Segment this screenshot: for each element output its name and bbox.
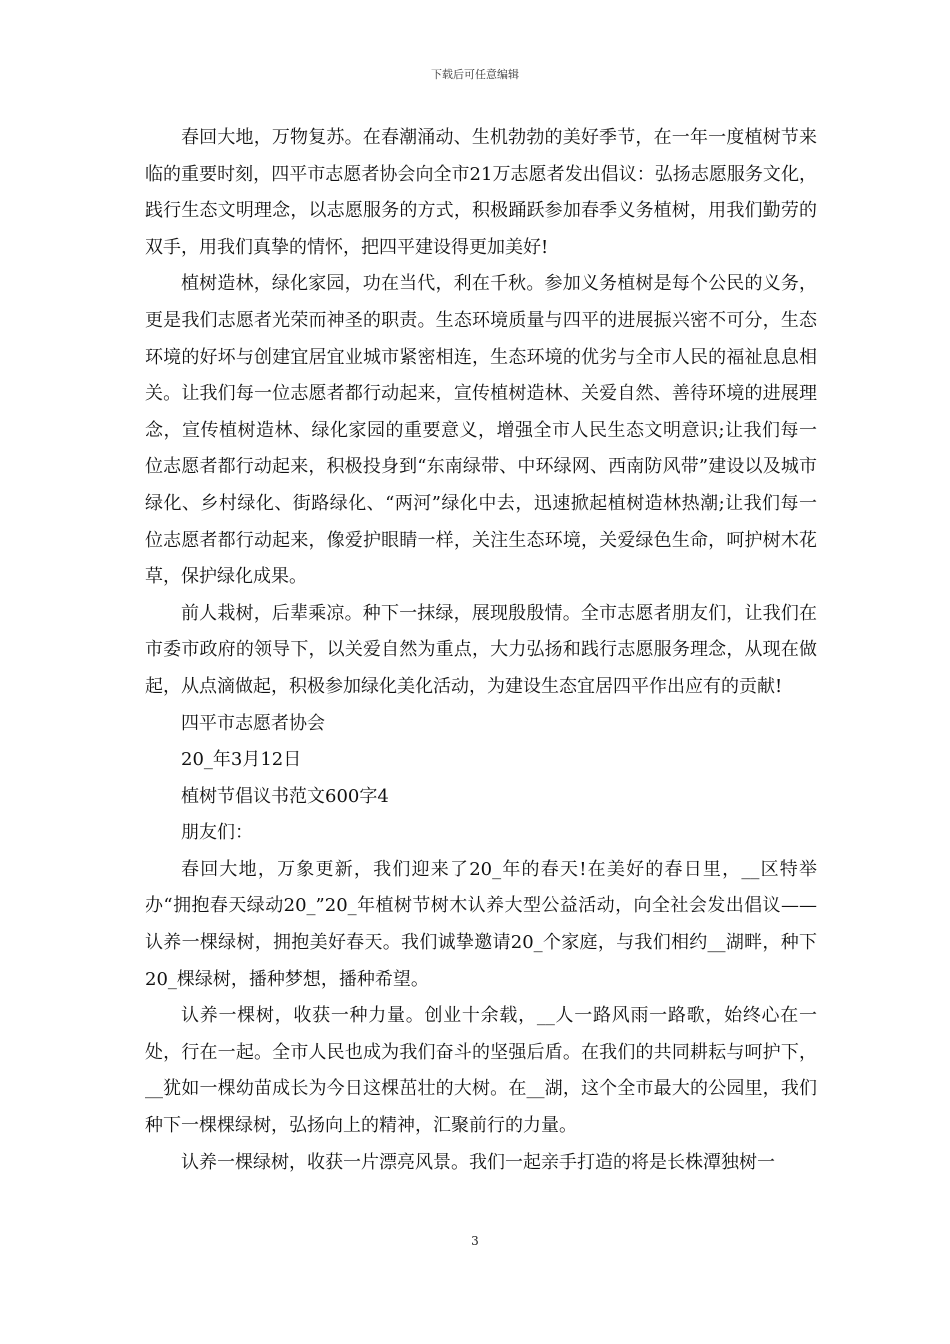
- paragraph-adopt-tree: 认养一棵树，收获一种力量。创业十余载，__人一路风雨一路歌，始终心在一处，行在一起。全市人民也成为我们奋斗的坚强后盾。在我们的共同耕耘与呵护下，__犹如一棵幼苗成长为今日这棵茁壮的大树。在__湖，这个全市最大的公园里，我们种下一棵棵绿树，弘扬向上的精神，汇聚前行的力量。: [145, 1005, 817, 1137]
- section-title: 植树节倡议书范文600字4: [181, 785, 389, 807]
- signature-date: 20_年3月12日: [181, 749, 302, 771]
- signature-organization: 四平市志愿者协会: [181, 712, 325, 734]
- page-number: 3: [471, 1234, 479, 1248]
- paragraph-spring-event: 春回大地，万象更新，我们迎来了20_年的春天!在美好的春日里，__区特举办“拥抱春天绿动20_”20_年植树节树木认养大型公益活动，向全社会发出倡议——认养一棵绿树，拥抱美好春天。我们诚挚邀请20_个家庭，与我们相约__湖畔，种下20_棵绿树，播种梦想，播种希望。: [145, 858, 817, 990]
- salutation: 朋友们：: [181, 822, 253, 844]
- paragraph-scenery: 认养一棵绿树，收获一片漂亮风景。我们一起亲手打造的将是长株潭独树一: [181, 1151, 775, 1173]
- paragraph-spring-intro: 春回大地，万物复苏。在春潮涌动、生机勃勃的美好季节，在一年一度植树节来临的重要时刻，四平市志愿者协会向全市21万志愿者发出倡议：弘扬志愿服务文化，践行生态文明理念，以志愿服务的方式，积极踊跃参加春季义务植树，用我们勤劳的双手，用我们真挚的情怀，把四平建设得更加美好!: [145, 127, 817, 258]
- page-header: 下载后可任意编辑: [431, 68, 519, 81]
- document-body: [145, 120, 817, 1181]
- paragraph-tree-planting: 植树造林，绿化家园，功在当代，利在千秋。参加义务植树是每个公民的义务，更是我们志愿者光荣而神圣的职责。生态环境质量与四平的进展振兴密不可分，生态环境的好坏与创建宜居宜业城市紧密相连，生态环境的优劣与全市人民的福祉息息相关。让我们每一位志愿者都行动起来，宣传植树造林、关爱自然、善待环境的进展理念，宣传植树造林、绿化家园的重要意义，增强全市人民生态文明意识;让我们每一位志愿者都行动起来，积极投身到“东南绿带、中环绿网、西南防风带”建设以及城市绿化、乡村绿化、街路绿化、“两河”绿化中去，迅速掀起植树造林热潮;让我们每一位志愿者都行动起来，像爱护眼睛一样，关注生态环境，关爱绿色生命，呵护树木花草，保护绿化成果。: [145, 273, 817, 588]
- paragraph-predecessors: 前人栽树，后辈乘凉。种下一抹绿，展现殷殷情。全市志愿者朋友们，让我们在市委市政府的领导下，以关爱自然为重点，大力弘扬和践行志愿服务理念，从现在做起，从点滴做起，积极参加绿化美化活动，为建设生态宜居四平作出应有的贡献!: [145, 602, 817, 697]
